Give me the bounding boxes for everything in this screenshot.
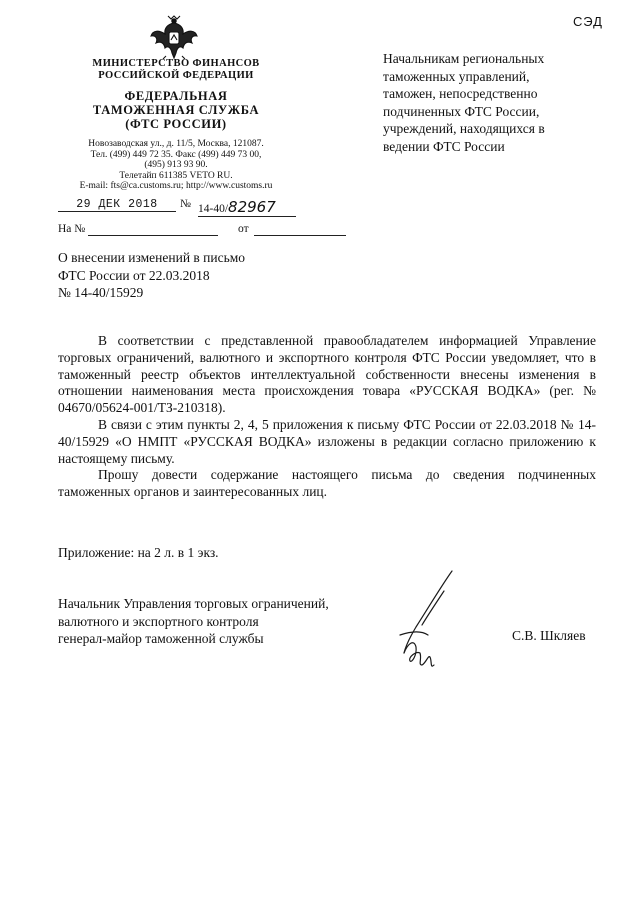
attachment-note: Приложение: на 2 л. в 1 экз.: [58, 545, 219, 560]
reference-number-line: [88, 235, 218, 236]
service-line-3: (ФТС РОССИИ): [125, 117, 227, 131]
reference-date-line: [254, 235, 346, 236]
registration-date: 29 ДЕК 2018: [58, 198, 176, 212]
registration-number: [198, 198, 296, 217]
service-line-1: ФЕДЕРАЛЬНАЯ: [124, 89, 228, 103]
signatory-line: валютного и экспортного контроля: [58, 613, 259, 629]
recipient-line: Начальникам региональных: [383, 51, 545, 66]
ministry-name: [60, 58, 292, 82]
subject-line: ФТС России от 22.03.2018: [58, 267, 210, 283]
signatory-line: Начальник Управления торговых ограничений,: [58, 596, 329, 611]
body-paragraph: В соответствии с представленной правообладателем информацией Управление торговых ограничений, валютного и экспортного контроля ФТС России уведомляет, что в таможенный реестр объектов интеллектуальной собственности внесены изменения в отношении наименования места происхождения товара «РУССКАЯ ВОДКА» (рег. № 04670/05624-001/ТЗ-210318).: [58, 333, 596, 416]
recipient-line: подчиненных ФТС России,: [383, 103, 540, 119]
registration-row: [58, 198, 298, 218]
signatory-title: [58, 595, 388, 648]
service-line-2: ТАМОЖЕННАЯ СЛУЖБА: [92, 103, 260, 117]
subject-block: [58, 249, 318, 302]
reference-number-label: На №: [58, 223, 86, 235]
phone-line-2: (495) 913 93 90.: [144, 160, 208, 170]
service-name: [60, 89, 292, 131]
recipient-line: ведении ФТС России: [383, 138, 505, 154]
subject-line: № 14-40/15929: [58, 285, 144, 300]
letter-body: [58, 333, 596, 501]
address-line: Новозаводская ул., д. 11/5, Москва, 121087.: [88, 139, 264, 149]
handwritten-signature-icon: [392, 565, 472, 680]
document-system-tag: СЭД: [573, 14, 603, 29]
subject-line: О внесении изменений в письмо: [58, 250, 246, 265]
body-paragraph: Прошу довести содержание настоящего письма до сведения подчиненных таможенных органов и заинтересованных лиц.: [58, 467, 596, 500]
teletype-line: Телетайп 611385 VETO RU.: [119, 170, 233, 181]
registration-number-printed: 14-40/: [198, 203, 229, 215]
recipient-line: таможен, непосредственно: [383, 86, 538, 101]
coat-of-arms-icon: [148, 12, 200, 62]
reference-row: [58, 223, 298, 239]
recipient-line: учреждений, находящихся в: [383, 121, 545, 136]
registration-number-handwritten: 82967: [228, 198, 276, 216]
sender-organization-block: [60, 58, 292, 192]
phone-line: Тел. (499) 449 72 35. Факс (499) 449 73 00,: [90, 149, 262, 160]
contact-details: [60, 139, 292, 192]
email-line: E-mail: fts@ca.customs.ru; http://www.customs.ru: [79, 181, 273, 191]
body-paragraph: В связи с этим пункты 2, 4, 5 приложения к письму ФТС России от 22.03.2018 № 14-40/15929 «О НМПТ «РУССКАЯ ВОДКА» изложены в редакции согласно приложению к настоящему письму.: [58, 416, 596, 466]
signer-name: С.В. Шкляев: [512, 628, 586, 643]
recipient-line: таможенных управлений,: [383, 68, 530, 84]
signatory-line: генерал-майор таможенной службы: [58, 631, 264, 646]
recipients-block: [383, 50, 603, 155]
reference-date-label: от: [238, 223, 249, 235]
registration-number-label: №: [180, 198, 191, 210]
ministry-line-1: МИНИСТЕРСТВО ФИНАНСОВ: [92, 58, 260, 69]
ministry-line-2: РОССИЙСКОЙ ФЕДЕРАЦИИ: [98, 70, 254, 81]
